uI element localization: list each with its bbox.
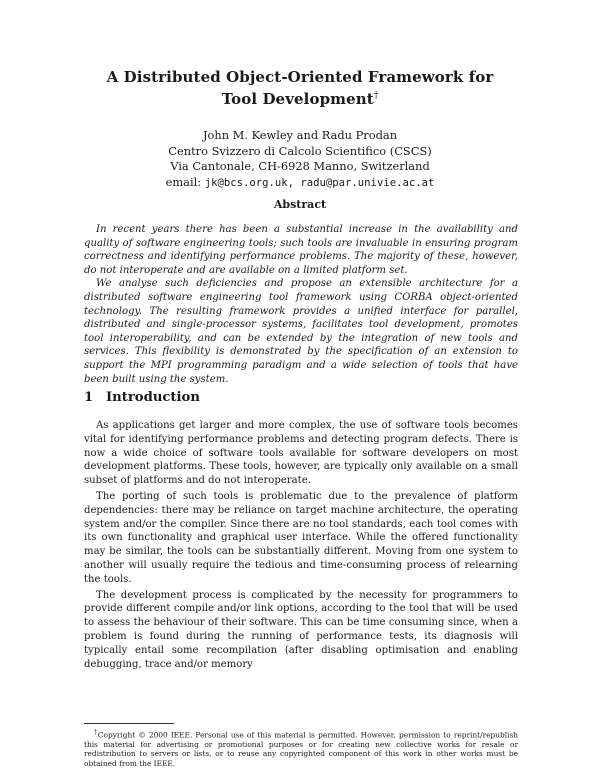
footnote-text: Copyright © 2000 IEEE. Personal use of this material is permitted. However, permission to reprint/republish this material for advertising or promotional purposes or for creating new collective works for resale or redistribution to servers or lists, or to reuse any copyrighted component of this work in other works must be obtained from the IEEE. (84, 730, 519, 768)
abstract-body (84, 223, 518, 386)
section-heading (84, 390, 200, 405)
section-title: Introduction (106, 390, 200, 405)
title-line-2 (60, 87, 540, 109)
title-line-1: A Distributed Object-Oriented Framework for (106, 68, 494, 86)
author-affiliation: Centro Svizzero di Calcolo Scientifico (CSCS) (168, 143, 432, 158)
footnote-rule (84, 723, 174, 724)
abstract-heading: Abstract (273, 198, 327, 211)
footnote (84, 728, 518, 768)
title-footnote-mark: † (373, 91, 379, 101)
abstract-paragraph-1: In recent years there has been a substantial increase in the availability and quality of software engineering tools; such tools are invaluable in ensuring program correctness and identifying performance problems. The majority of these, however, do not interoperate and are available on a limited platform set. (84, 224, 518, 276)
section-number: 1 (84, 390, 94, 405)
footnote-mark: † (94, 729, 98, 736)
body-paragraph-2: The porting of such tools is problematic due to the prevalence of platform dependencies: there may be reliance on target machine architecture, the operating system and/or the compiler. Since there are no tool standards, each tool comes with its own functionality and graphical user interface. While the offered functionality may be similar, the tools can be substantially different. Moving from one system to another will usually require the tedious and time-consuming process of relearning the tools. (84, 490, 518, 585)
section-body (84, 419, 518, 673)
author-email-line (60, 175, 540, 192)
abstract-paragraph-2: We analyse such deficiencies and propose an extensible architecture for a distributed software engineering tool framework using CORBA object-oriented technology. The resulting framework provides a unified interface for parallel, distributed and single-processor systems, facilitates tool development, promotes tool interoperability, and can be extended by the integration of new tools and services. This flexibility is demonstrated by the specification of an extension to support the MPI programming paradigm and a wide selection of tools that have been built using the system. (84, 278, 518, 385)
email-addresses: jk@bcs.org.uk, radu@par.univie.ac.at (204, 176, 435, 189)
author-address: Via Cantonale, CH-6928 Manno, Switzerland (170, 159, 430, 174)
footnote-paragraph (84, 728, 518, 768)
author-block (60, 128, 540, 191)
body-paragraph-3: The development process is complicated by the necessity for programmers to provide different compile and/or link options, according to the tool that will be used to assess the behaviour of their software. This can be time consuming since, when a problem is found during the running of performance tests, its diagnosis will typically entail some recompilation (after disabling optimisation and enabling debugging, trace and/or memory (84, 589, 518, 670)
paper-title (60, 68, 540, 109)
email-label: email: (165, 174, 202, 189)
author-names: John M. Kewley and Radu Prodan (202, 128, 398, 142)
body-paragraph-1: As applications get larger and more complex, the use of software tools becomes vital for identifying performance problems and detecting program defects. There is now a wide choice of software tools available for software developers on most development platforms. These tools, however, are typically only available on a small subset of platforms and do not interoperate. (84, 420, 518, 487)
title-line-2-text: Tool Development (221, 90, 374, 108)
